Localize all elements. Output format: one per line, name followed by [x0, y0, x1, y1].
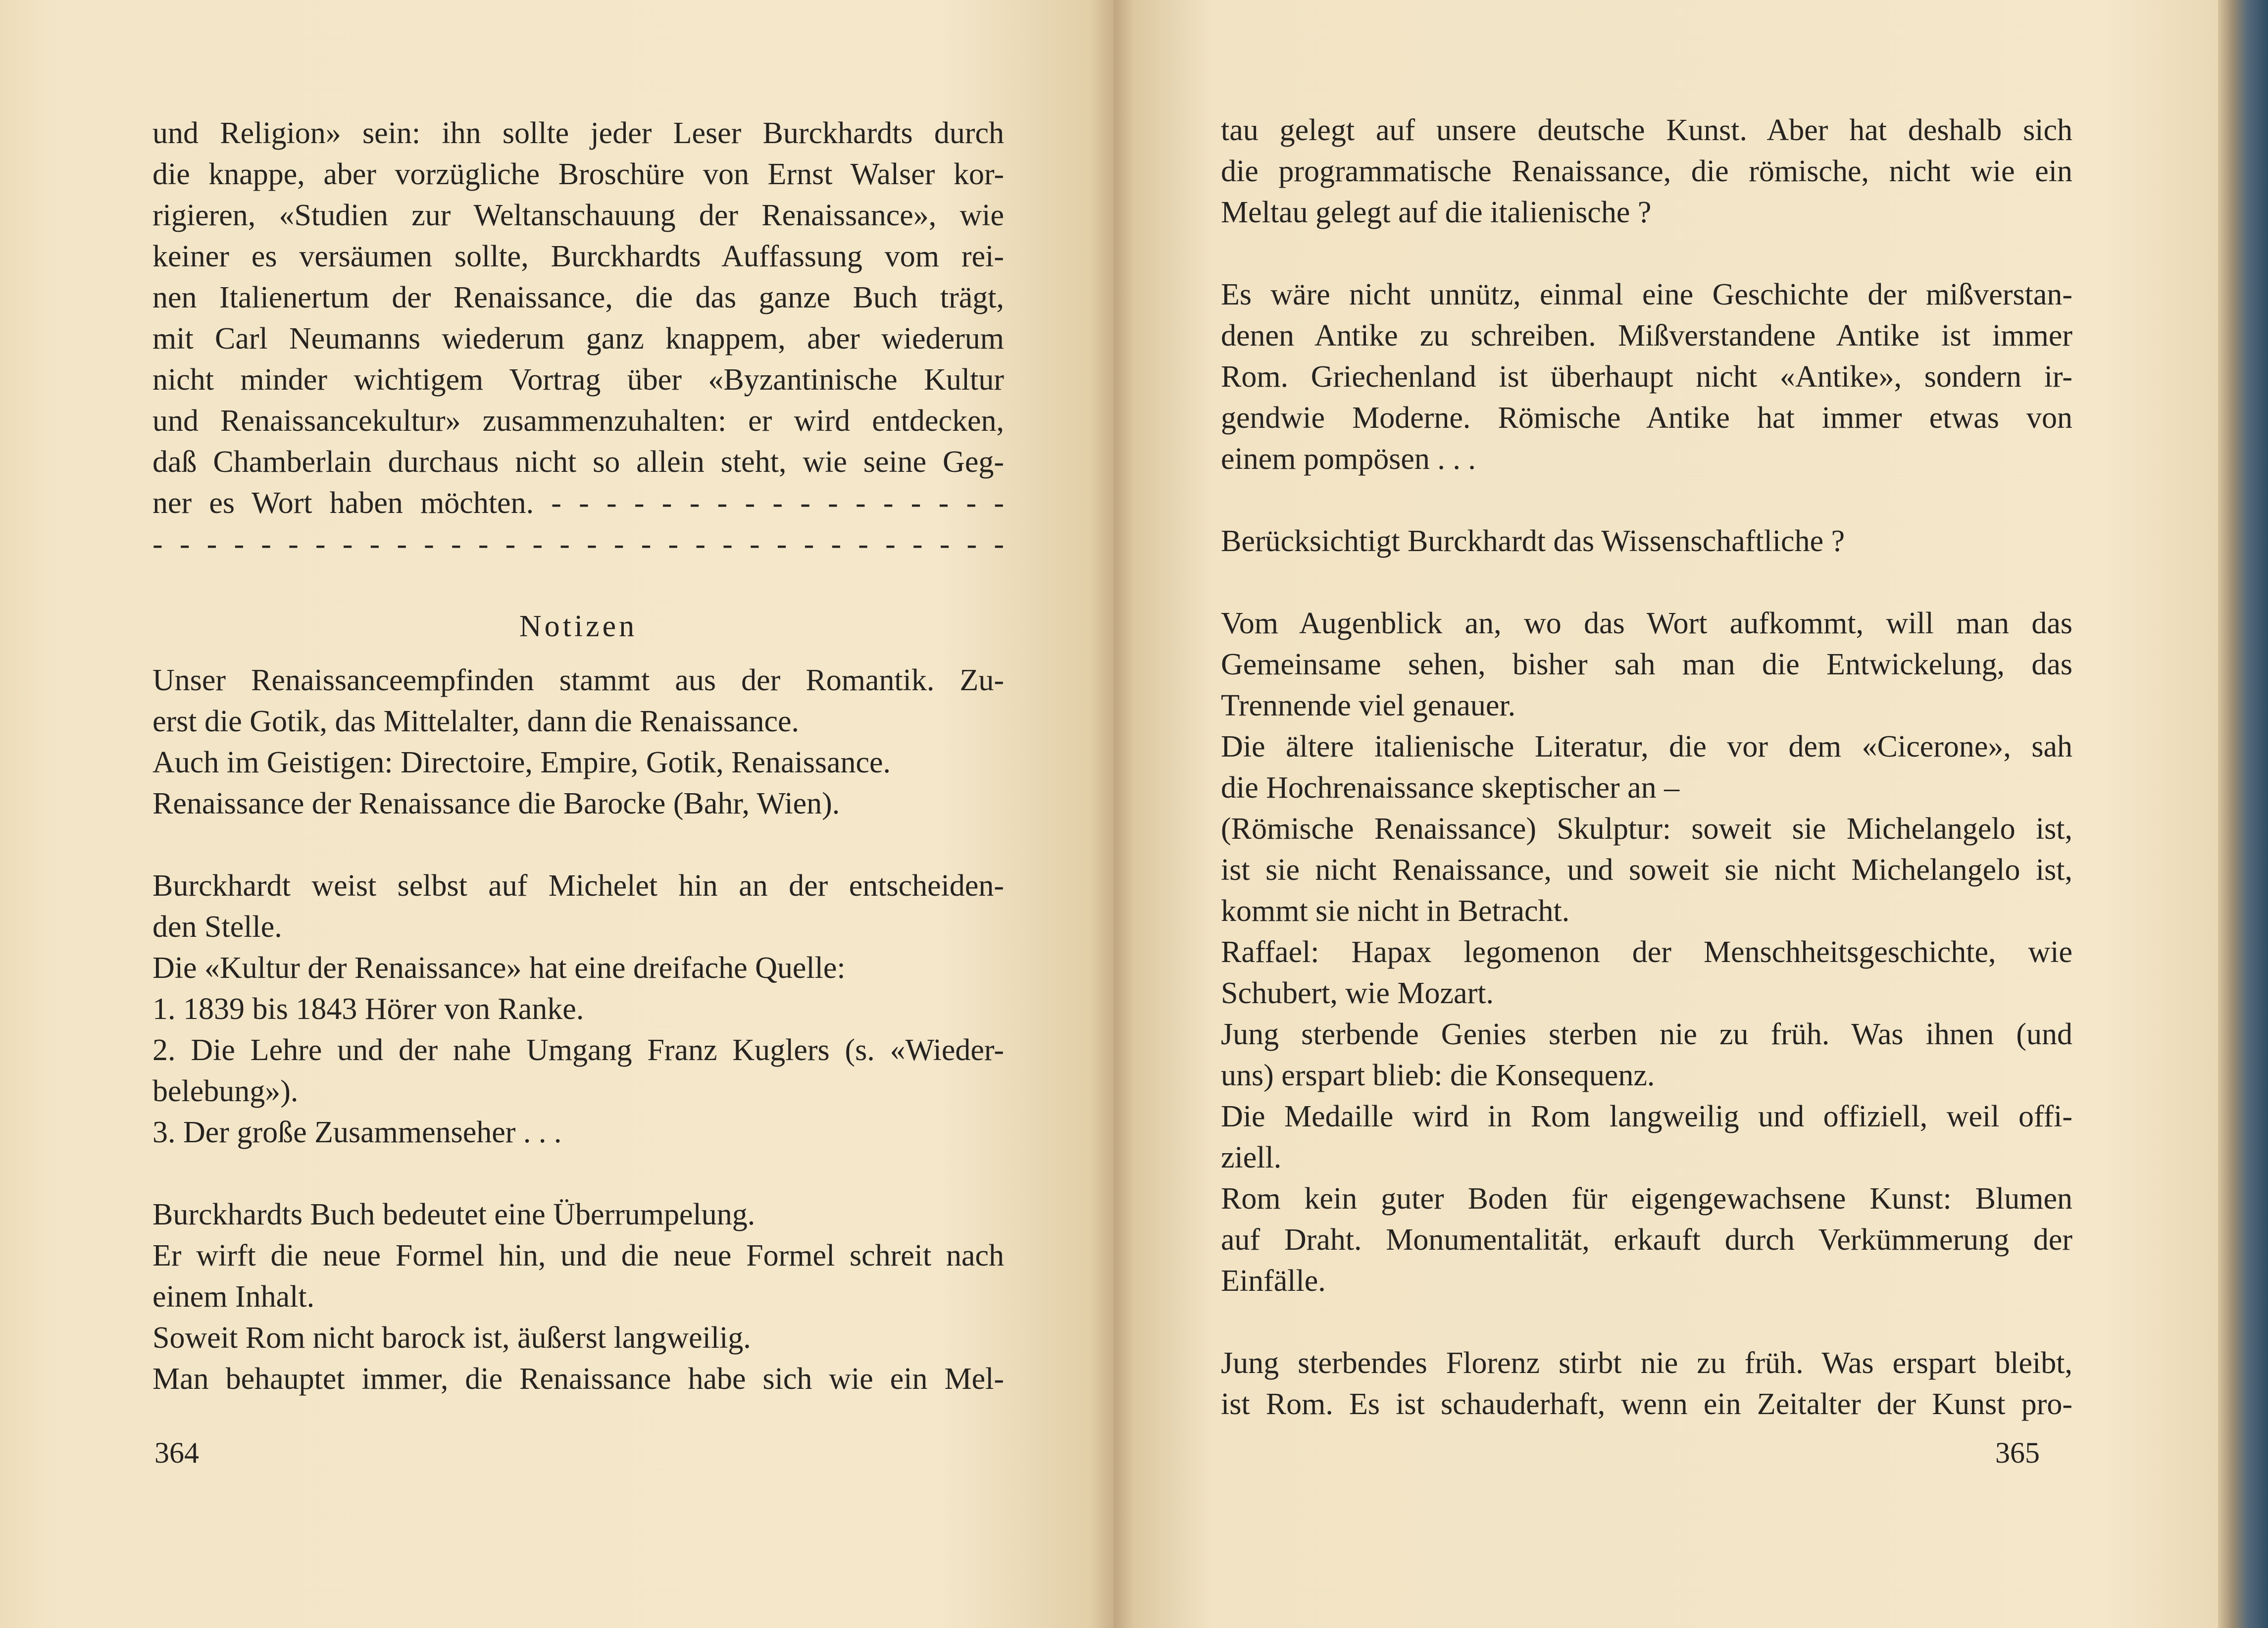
text-line: 2. Die Lehre und der nahe Umgang Franz Kuglers (s. «Wieder- [152, 1033, 1004, 1067]
text-line: Schubert, wie Mozart. [1221, 976, 1494, 1010]
text-line: Burckhardts Buch bedeutet eine Überrumpelung. [152, 1198, 756, 1231]
text-line: 1. 1839 bis 1843 Hörer von Ranke. [152, 992, 584, 1026]
text-line: auf Draht. Monumentalität, erkauft durch Verkümmerung der [1221, 1223, 2072, 1257]
text-line: (Römische Renaissance) Skulptur: soweit sie Michelangelo ist, [1221, 812, 2072, 846]
text-line: den Stelle. [152, 910, 282, 944]
text-line: und Religion» sein: ihn sollte jeder Leser Burckhardts durch [152, 116, 1004, 150]
dash-rule-line: - - - - - - - - - - - - - - - - - - - - - - - - - - - - - - - - [152, 527, 1004, 561]
text-line: Renaissance der Renaissance die Barocke (Bahr, Wien). [152, 787, 840, 820]
text-line: kommt sie nicht in Betracht. [1221, 894, 1570, 928]
text-line: Berücksichtigt Burckhardt das Wissenschaftliche ? [1221, 524, 1845, 558]
text-line: keiner es versäumen sollte, Burckhardts Auffassung vom rei- [152, 240, 1004, 273]
paragraph-gap [152, 647, 1004, 660]
text-line: Er wirft die neue Formel hin, und die neue Formel schreit nach [152, 1239, 1004, 1272]
text-line: ziell. [1221, 1141, 1282, 1174]
text-line: ner es Wort haben möchten. - - - - - - - - - - - - - - - - - [152, 486, 1004, 520]
paragraph-gap [152, 565, 1004, 606]
text-line: einem Inhalt. [152, 1280, 315, 1314]
page-number: 365 [1995, 1436, 2040, 1469]
text-line: gendwie Moderne. Römische Antike hat immer etwas von [1221, 401, 2072, 435]
text-line: ist sie nicht Renaissance, und soweit sie nicht Michelangelo ist, [1221, 853, 2072, 887]
text-line: uns) erspart blieb: die Konsequenz. [1221, 1059, 1655, 1092]
text-line: Jung sterbende Genies sterben nie zu früh. Was ihnen (und [1221, 1018, 2072, 1051]
text-line: nicht minder wichtigem Vortrag über «Byzantinische Kultur [152, 363, 1004, 397]
text-line: Meltau gelegt auf die italienische ? [1221, 196, 1652, 229]
text-line: mit Carl Neumanns wiederum ganz knappem, aber wiederum [152, 322, 1004, 356]
text-line: daß Chamberlain durchaus nicht so allein steht, wie seine Geg- [152, 445, 1004, 479]
paragraph-gap [152, 1153, 1004, 1194]
paragraph-gap [1221, 562, 2072, 603]
text-line: Die ältere italienische Literatur, die vor dem «Cicerone», sah [1221, 730, 2072, 763]
text-line: Es wäre nicht unnütz, einmal eine Geschichte der mißverstan- [1221, 278, 2072, 311]
text-line: denen Antike zu schreiben. Mißverstandene Antike ist immer [1221, 319, 2072, 353]
page-edge [2218, 0, 2268, 1628]
text-line: Auch im Geistigen: Directoire, Empire, Gotik, Renaissance. [152, 746, 891, 779]
paragraph-gap [1221, 480, 2072, 521]
text-line: nen Italienertum der Renaissance, die das ganze Buch trägt, [152, 281, 1004, 314]
section-heading: Notizen [519, 610, 638, 643]
text-line: erst die Gotik, das Mittelalter, dann die Renaissance. [152, 705, 800, 738]
text-line: Soweit Rom nicht barock ist, äußerst langweilig. [152, 1321, 751, 1355]
text-line: Gemeinsame sehen, bisher sah man die Entwickelung, das [1221, 648, 2072, 681]
text-line: Jung sterbendes Florenz stirbt nie zu früh. Was erspart bleibt, [1221, 1346, 2072, 1380]
text-line: belebung»). [152, 1074, 299, 1108]
page-number: 364 [154, 1436, 199, 1469]
text-line: Trennende viel genauer. [1221, 689, 1516, 722]
text-line: ist Rom. Es ist schauderhaft, wenn ein Zeitalter der Kunst pro- [1221, 1387, 2072, 1421]
text-line: 3. Der große Zusammenseher . . . [152, 1116, 562, 1149]
paragraph-gap [1221, 233, 2072, 274]
text-line: Man behauptet immer, die Renaissance habe sich wie ein Mel- [152, 1362, 1004, 1396]
left-page [0, 0, 1114, 1628]
text-line: Burckhardt weist selbst auf Michelet hin an der entscheiden- [152, 869, 1004, 903]
text-line: tau gelegt auf unsere deutsche Kunst. Aber hat deshalb sich [1221, 113, 2072, 147]
right-page-text [1221, 110, 2072, 1425]
text-line: die programmatische Renaissance, die römische, nicht wie ein [1221, 154, 2072, 188]
text-line: die Hochrenaissance skeptischer an – [1221, 771, 1680, 805]
text-line: Vom Augenblick an, wo das Wort aufkommt, will man das [1221, 607, 2072, 640]
paragraph-gap [1221, 1302, 2072, 1343]
left-page-text [152, 113, 1004, 1400]
text-line: Rom kein guter Boden für eigengewachsene Kunst: Blumen [1221, 1182, 2072, 1216]
text-line: Raffael: Hapax legomenon der Menschheitsgeschichte, wie [1221, 935, 2072, 969]
text-line: und Renaissancekultur» zusammenzuhalten: er wird entdecken, [152, 404, 1004, 438]
text-line: Unser Renaissanceempfinden stammt aus der Romantik. Zu- [152, 663, 1004, 697]
text-line: Die Medaille wird in Rom langweilig und offiziell, weil offi- [1221, 1100, 2072, 1133]
text-line: Einfälle. [1221, 1264, 1326, 1298]
right-page [1114, 0, 2218, 1628]
text-line: Rom. Griechenland ist überhaupt nicht «Antike», sondern ir- [1221, 360, 2072, 394]
text-line: rigieren, «Studien zur Weltanschauung der Renaissance», wie [152, 199, 1004, 232]
text-line: die knappe, aber vorzügliche Broschüre von Ernst Walser kor- [152, 157, 1004, 191]
text-line: Die «Kultur der Renaissance» hat eine dreifache Quelle: [152, 951, 846, 985]
paragraph-gap [152, 824, 1004, 865]
text-line: einem pompösen . . . [1221, 442, 1476, 476]
